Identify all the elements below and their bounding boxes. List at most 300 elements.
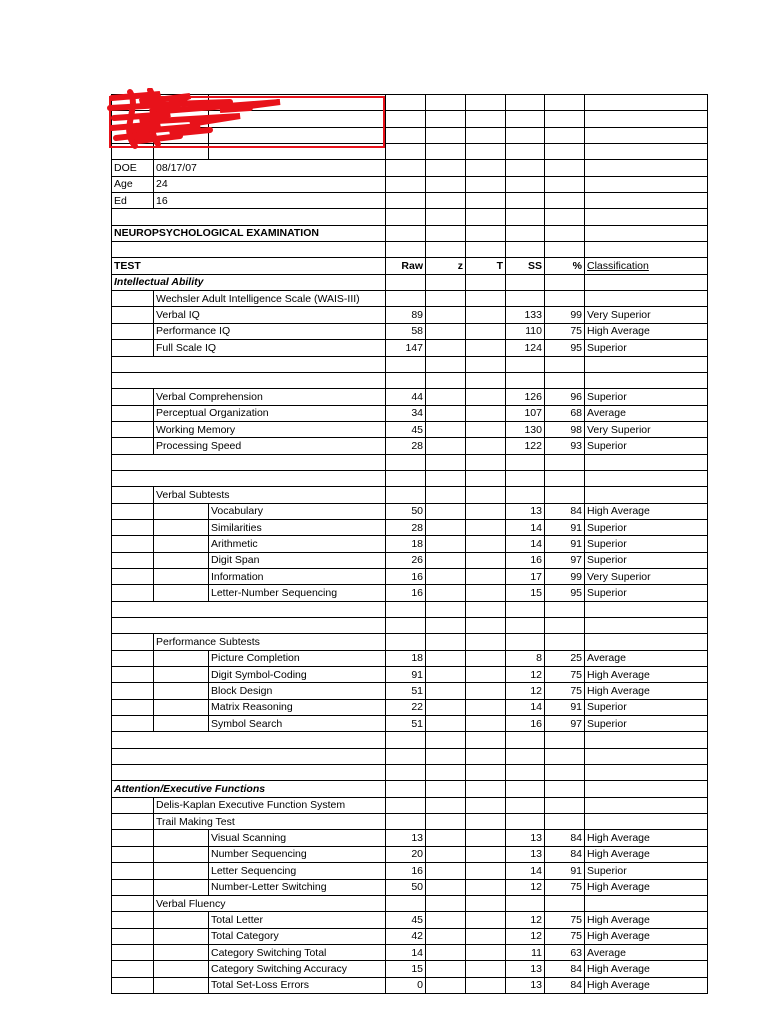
cell [209,454,386,470]
raw-score: 91 [386,667,426,683]
cell [154,503,209,519]
percentile: 75 [545,879,585,895]
cell [466,765,506,781]
cell [506,895,545,911]
cell [426,618,466,634]
raw-score: 13 [386,830,426,846]
score-row [112,568,708,584]
scaled-score: 124 [506,340,545,356]
t-score [466,716,506,732]
cell [112,928,154,944]
cell [466,454,506,470]
cell [426,95,466,111]
cell [585,242,708,258]
cell [545,291,585,307]
cell [466,814,506,830]
percentile: 91 [545,699,585,715]
cell [154,356,209,372]
cell [506,732,545,748]
cell [112,454,154,470]
z-score [426,568,466,584]
classification: High Average [585,977,708,993]
cell [585,895,708,911]
z-score [426,552,466,568]
cell [154,650,209,666]
cell [585,127,708,143]
blank-row [112,372,708,388]
score-row [112,863,708,879]
cell [506,225,545,241]
cell [209,748,386,764]
raw-score: 58 [386,323,426,339]
percentile: 84 [545,503,585,519]
cell [112,389,154,405]
cell [154,470,209,486]
cell [506,454,545,470]
raw-score: 44 [386,389,426,405]
cell [112,421,154,437]
test-name: Letter Sequencing [209,863,386,879]
cell [426,601,466,617]
cell [154,732,209,748]
cell [585,176,708,192]
score-row [112,683,708,699]
cell [466,470,506,486]
t-score [466,667,506,683]
t-score [466,552,506,568]
t-score [466,699,506,715]
ed-label: Ed [112,193,154,209]
cell [112,536,154,552]
col-test: TEST [112,258,154,274]
z-score [426,340,466,356]
cell [466,176,506,192]
doe-value: 08/17/07 [154,160,209,176]
cell [154,519,209,535]
group-verbal-row [112,487,708,503]
cell [585,765,708,781]
classification: High Average [585,928,708,944]
score-row [112,912,708,928]
scaled-score: 130 [506,421,545,437]
cell [466,356,506,372]
cell [112,912,154,928]
test-name: Processing Speed [154,438,386,454]
cell [154,977,209,993]
percentile: 99 [545,307,585,323]
column-header-row [112,258,708,274]
test-name: Arithmetic [209,536,386,552]
cell [545,242,585,258]
cell [112,732,154,748]
z-score [426,438,466,454]
classification: Very Superior [585,307,708,323]
score-row [112,536,708,552]
cell [426,634,466,650]
cell [386,291,426,307]
cell [112,716,154,732]
cell [112,667,154,683]
cell [112,503,154,519]
scaled-score: 107 [506,405,545,421]
cell [466,225,506,241]
cell [112,895,154,911]
cell [506,193,545,209]
t-score [466,650,506,666]
cell [466,160,506,176]
scaled-score: 12 [506,912,545,928]
cell [112,944,154,960]
scaled-score: 16 [506,552,545,568]
ed-row [112,193,708,209]
classification: High Average [585,667,708,683]
cell [112,830,154,846]
z-score [426,667,466,683]
t-score [466,438,506,454]
cell [585,618,708,634]
blank-row [112,470,708,486]
t-score [466,503,506,519]
t-score [466,323,506,339]
percentile: 95 [545,340,585,356]
raw-score: 34 [386,405,426,421]
scaled-score: 11 [506,944,545,960]
cell [386,781,426,797]
z-score [426,585,466,601]
z-score [426,683,466,699]
cell [386,470,426,486]
t-score [466,568,506,584]
percentile: 97 [545,716,585,732]
cell [585,356,708,372]
cell [545,160,585,176]
group-label-trail-making: Trail Making Test [154,814,386,830]
cell [466,127,506,143]
blank-row [112,765,708,781]
cell [112,438,154,454]
cell [112,601,154,617]
test-name: Similarities [209,519,386,535]
scaled-score: 14 [506,519,545,535]
cell [545,634,585,650]
cell [386,111,426,127]
z-score [426,961,466,977]
t-score [466,944,506,960]
doe-label: DOE [112,160,154,176]
raw-score: 14 [386,944,426,960]
percentile: 75 [545,928,585,944]
cell [426,470,466,486]
score-table-body [112,95,708,994]
cell [112,552,154,568]
age-value: 24 [154,176,209,192]
cell [426,797,466,813]
cell [466,748,506,764]
cell [112,307,154,323]
score-row [112,307,708,323]
raw-score: 20 [386,846,426,862]
cell [426,291,466,307]
cell [585,144,708,160]
raw-score: 147 [386,340,426,356]
cell [154,209,209,225]
scaled-score: 8 [506,650,545,666]
cell [154,242,209,258]
scaled-score: 12 [506,879,545,895]
cell [506,127,545,143]
section-heading-attention: Attention/Executive Functions [112,781,386,797]
col-classification: Classification [585,258,708,274]
cell [112,748,154,764]
z-score [426,536,466,552]
cell [585,95,708,111]
classification: Very Superior [585,568,708,584]
classification: Average [585,650,708,666]
group-dkefs-row [112,797,708,813]
cell [426,111,466,127]
cell [386,797,426,813]
col-ss: SS [506,258,545,274]
scaled-score: 126 [506,389,545,405]
score-row [112,585,708,601]
percentile: 25 [545,650,585,666]
cell [112,356,154,372]
raw-score: 22 [386,699,426,715]
cell [386,209,426,225]
cell [112,487,154,503]
classification: High Average [585,912,708,928]
cell [386,601,426,617]
percentile: 84 [545,830,585,846]
test-name: Vocabulary [209,503,386,519]
raw-score: 28 [386,519,426,535]
cell [585,160,708,176]
cell [506,748,545,764]
cell [112,683,154,699]
score-row [112,830,708,846]
cell [545,225,585,241]
scaled-score: 13 [506,503,545,519]
cell [154,912,209,928]
percentile: 63 [545,944,585,960]
cell [585,193,708,209]
classification: Superior [585,552,708,568]
cell [386,127,426,143]
cell [209,209,386,225]
cell [386,193,426,209]
cell [585,225,708,241]
t-score [466,961,506,977]
cell [386,487,426,503]
z-score [426,716,466,732]
cell [209,258,386,274]
cell [545,470,585,486]
cell [426,765,466,781]
age-label: Age [112,176,154,192]
raw-score: 50 [386,879,426,895]
test-name: Verbal IQ [154,307,386,323]
cell [154,258,209,274]
scaled-score: 12 [506,683,545,699]
cell [506,765,545,781]
cell [154,716,209,732]
test-name: Digit Symbol-Coding [209,667,386,683]
cell [585,601,708,617]
cell [545,111,585,127]
cell [545,209,585,225]
cell [154,454,209,470]
scaled-score: 133 [506,307,545,323]
cell [209,470,386,486]
cell [386,160,426,176]
cell [506,814,545,830]
z-score [426,323,466,339]
cell [585,111,708,127]
scaled-score: 13 [506,846,545,862]
group-label-verbal: Verbal Subtests [154,487,386,503]
cell [585,274,708,290]
cell [506,144,545,160]
cell [386,176,426,192]
cell [506,291,545,307]
cell [386,274,426,290]
cell [545,144,585,160]
group-label-dkefs: Delis-Kaplan Executive Function System [154,797,386,813]
t-score [466,912,506,928]
cell [154,667,209,683]
cell [426,160,466,176]
cell [112,650,154,666]
z-score [426,830,466,846]
test-name: Number-Letter Switching [209,879,386,895]
cell [426,814,466,830]
test-name: Information [209,568,386,584]
cell [112,699,154,715]
cell [154,699,209,715]
classification: High Average [585,846,708,862]
cell [209,160,386,176]
cell [154,601,209,617]
t-score [466,863,506,879]
classification: Superior [585,519,708,535]
cell [545,193,585,209]
cell [545,95,585,111]
cell [112,618,154,634]
cell [466,797,506,813]
cell [386,356,426,372]
z-score [426,699,466,715]
cell [112,634,154,650]
test-name: Block Design [209,683,386,699]
score-row [112,667,708,683]
section-attention-row [112,781,708,797]
cell [545,176,585,192]
cell [466,111,506,127]
cell [506,601,545,617]
cell [112,863,154,879]
classification: Superior [585,863,708,879]
cell [585,781,708,797]
cell [466,895,506,911]
raw-score: 50 [386,503,426,519]
cell [154,618,209,634]
group-verbal-fluency-row [112,895,708,911]
cell [154,585,209,601]
cell [154,765,209,781]
col-z: z [426,258,466,274]
cell [386,765,426,781]
cell [386,144,426,160]
raw-score: 18 [386,650,426,666]
cell [426,193,466,209]
z-score [426,977,466,993]
cell [545,618,585,634]
cell [426,356,466,372]
z-score [426,389,466,405]
blank-row [112,454,708,470]
cell [112,291,154,307]
cell [506,242,545,258]
cell [209,242,386,258]
percentile: 75 [545,323,585,339]
z-score [426,405,466,421]
z-score [426,928,466,944]
raw-score: 42 [386,928,426,944]
scaled-score: 12 [506,928,545,944]
cell [154,879,209,895]
test-name: Performance IQ [154,323,386,339]
z-score [426,846,466,862]
cell [545,748,585,764]
exam-title: NEUROPSYCHOLOGICAL EXAMINATION [112,225,386,241]
score-row [112,438,708,454]
cell [466,242,506,258]
t-score [466,340,506,356]
cell [209,372,386,388]
col-raw: Raw [386,258,426,274]
scaled-score: 13 [506,961,545,977]
score-row [112,928,708,944]
cell [466,732,506,748]
percentile: 96 [545,389,585,405]
percentile: 75 [545,683,585,699]
score-row [112,879,708,895]
group-performance-row [112,634,708,650]
cell [154,536,209,552]
classification: Average [585,405,708,421]
cell [506,634,545,650]
classification: Very Superior [585,421,708,437]
cell [545,814,585,830]
z-score [426,944,466,960]
score-row [112,503,708,519]
blank-row [112,242,708,258]
cell [426,487,466,503]
classification: Superior [585,716,708,732]
cell [112,323,154,339]
cell [585,470,708,486]
score-row [112,389,708,405]
cell [154,372,209,388]
scaled-score: 14 [506,863,545,879]
t-score [466,830,506,846]
percentile: 84 [545,846,585,862]
cell [426,372,466,388]
t-score [466,585,506,601]
test-name: Symbol Search [209,716,386,732]
scaled-score: 13 [506,830,545,846]
cell [386,634,426,650]
